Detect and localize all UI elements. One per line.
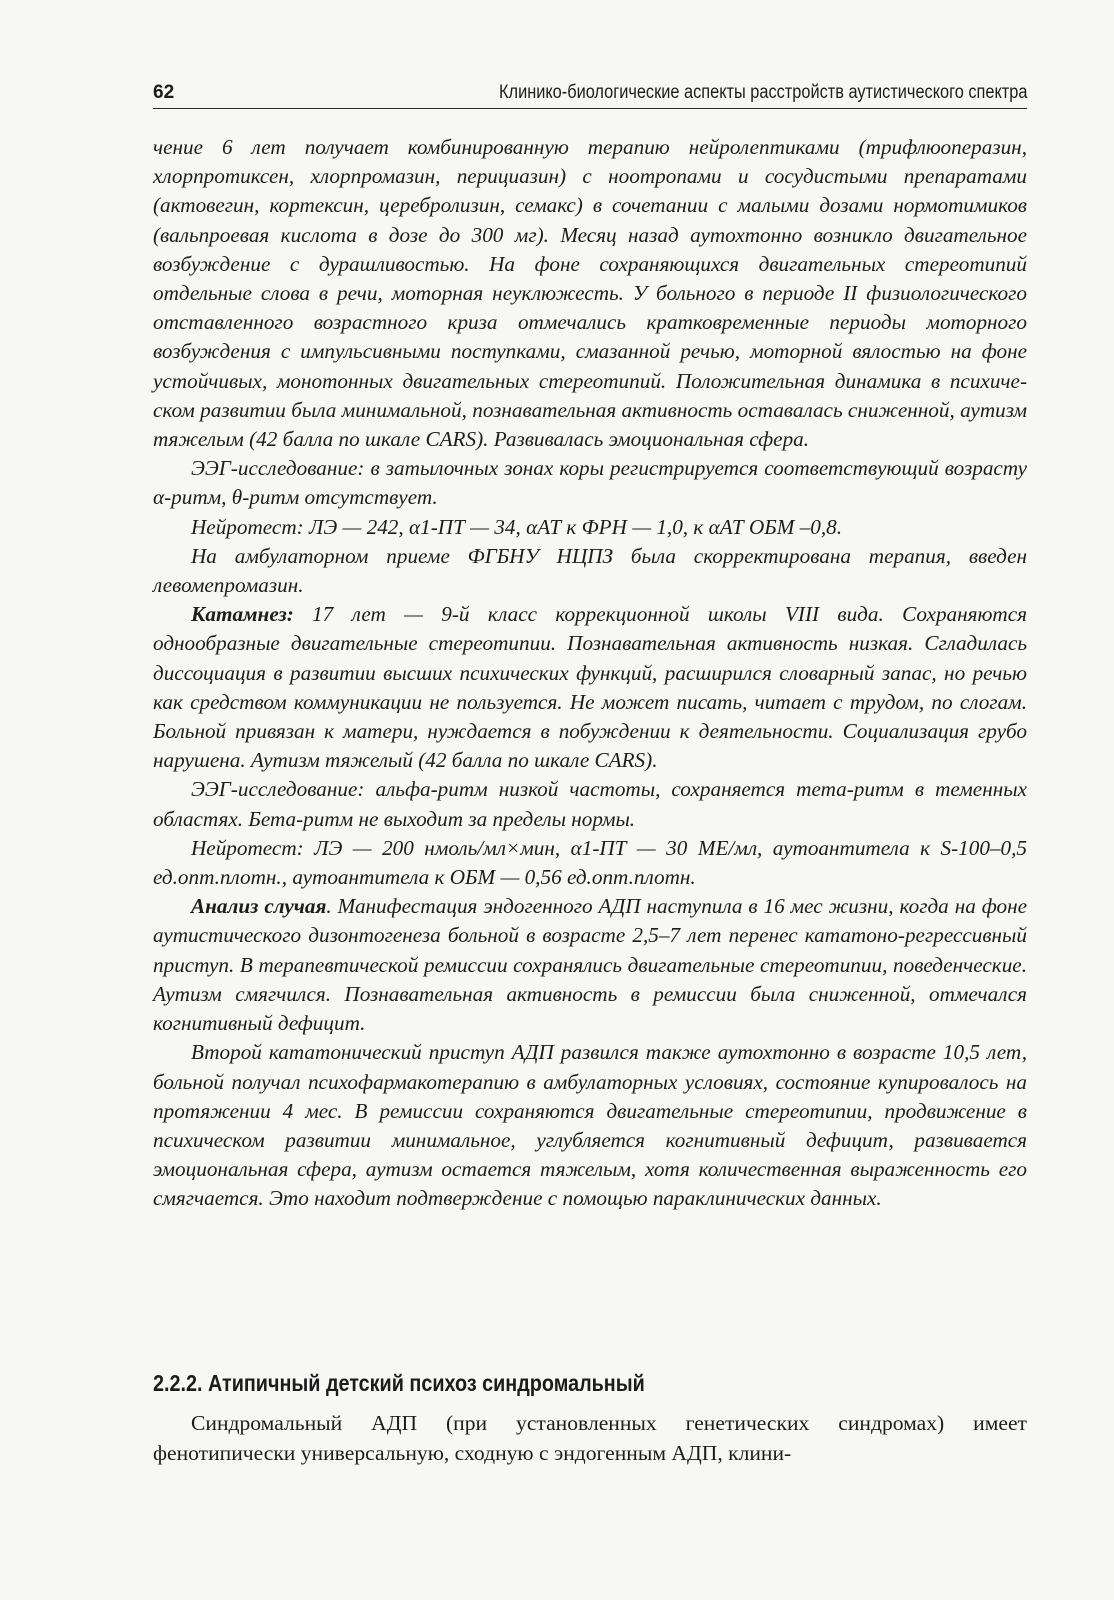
page-number: 62 — [153, 82, 175, 103]
paragraph-case-analysis — [153, 892, 1027, 1038]
paragraph-catamnesis — [153, 600, 1027, 775]
paragraph-neurotest-1: Нейротест: ЛЭ — 242, α1-ПТ — 34, αАТ к ФРН — 1,0, к αАТ ОБМ –0,8. — [191, 514, 843, 539]
running-header — [153, 74, 1027, 109]
paragraph-therapy-change: На амбулаторном приеме ФГБНУ НЦПЗ была скорректирована терапия, введен левомепромазин. — [153, 543, 1027, 598]
running-title: Клинико-биологические аспекты расстройств аутистического спектра — [498, 82, 1027, 103]
paragraph-therapy: чение 6 лет получает комбинированную терапию нейролептиками (трифлюоперазин, хлорпротиксен, хлорпромазин, перициазин) с ноотропами и сосудистыми препаратами (актовегин, кортексин, церебролизин, семакс) в сочетании с малыми дозами нормотимиков (вальпроевая кислота в дозе до 300 мг). Месяц назад аутохтонно возникло двигательное возбуждение с дурашливостью. На фоне сохраняющихся двигательных стереотипий отдельные слова в речи, моторная неуклюжесть. У больного в периоде II физиологического отставленного возрастного криза отмечались кратковременные периоды моторного возбуждения с импульсивными поступками, смазанной речью, моторной вялостью на фоне устойчивых, монотонных двигательных стереотипий. Положительная динамика в психическом развитии была минимальной, познавательная активность оставалась сниженной, аутизм тяжелым (42 балла по шкале CARS). Развивалась эмоциональная сфера. — [153, 135, 1027, 452]
paragraph-neurotest-2: Нейротест: ЛЭ — 200 нмоль/мл×мин, α1-ПТ — 30 МЕ/мл, аутоантитела к S-100–0,5 ед.опт.плотн., аутоантитела к ОБМ — 0,56 ед.опт.плотн. — [153, 835, 1027, 890]
section-paragraph: Синдромальный АДП (при установленных генетических синдромах) имеет фенотипически универсальную, сходную с эндогенным АДП, клини- — [153, 1411, 1027, 1465]
catamnesis-label: Катамнез: — [191, 602, 294, 627]
catamnesis-text: 17 лет — 9-й класс коррекционной школы VIII вида. Сохраняются однообразные двигательные стереотипии. Познавательная активность низкая. Сгладилась диссоциация в развитии высших психических функций, расширился словарный запас, но речью как средством коммуникации не пользуется. Не может писать, читает с трудом, по слогам. Больной привязан к матери, нуждается в побуждении к деятельности. Социализация грубо нарушена. Аутизм тяжелый (42 балла по шкале CARS). — [153, 602, 1027, 773]
case-analysis-text: . Манифестация эндогенного АДП наступила в 16 мес жизни, когда на фоне аутистического дизонтогенеза больной в возрасте 2,5–7 лет перенес кататоно-регрессивный приступ. В терапевтической ремиссии сохранялись двигательные стереотипии, поведенческие. Аутизм смягчился. Познавательная активность в ремиссии была сниженной, отмечался когнитивный дефицит. — [153, 894, 1027, 1036]
paragraph-second-episode: Второй кататонический приступ АДП развился также аутохтонно в возрасте 10,5 лет, больной получал психофармакотерапию в амбулаторных условиях, состояние купировалось на протяжении 4 мес. В ремиссии сохраняются двигательные стереотипии, продвижение в психическом развитии минимальное, углубляется когнитивный дефицит, развивается эмоциональная сфера, аутизм остается тяжелым, хотя количественная выраженность его смягчается. Это находит подтверждение с помощью параклинических данных. — [153, 1040, 1027, 1211]
paragraph-eeg-1: ЭЭГ-исследование: в затылочных зонах коры регистрируется соответствующий возрасту α-ритм, θ-ритм отсутствует. — [153, 456, 1027, 510]
case-analysis-label: Анализ случая — [191, 894, 327, 919]
paragraph-eeg-2: ЭЭГ-исследование: альфа-ритм низкой частоты, сохраняется тета-ритм в теменных областях. Бета-ритм не выходит за пределы нормы. — [153, 777, 1027, 831]
section-heading: 2.2.2. Атипичный детский психоз синдромальный — [153, 1370, 645, 1396]
case-report-text — [153, 133, 1027, 1214]
